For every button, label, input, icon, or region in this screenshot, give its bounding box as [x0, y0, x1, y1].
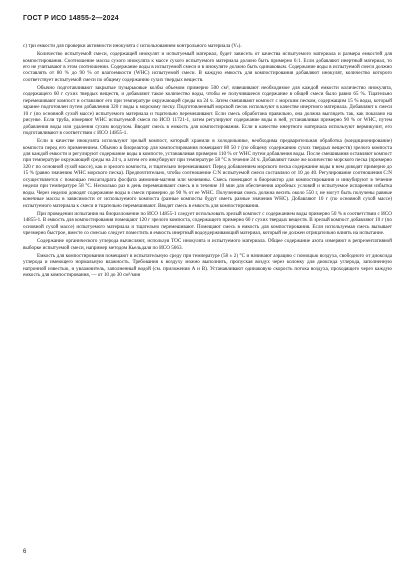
paragraph-iso-14855-1: При проведении испытания на биоразложение по ИСО 14855-1 следует использовать зрелый компост с содержанием воды примерно 50 % в соответствии с ИСО 14855-1. В емкость для компостирования помещают 120 г зрелого компоста, содержащего примерно 60 г сухих твердых веществ. В зрелый компост добавляют 10 г (по основной сухой массе) испытуемого материала и тщательно перемешивают. Помещают смесь в емкость для компостирования. Если используемая смесь вызывает чрезмерно быстрое, вместе со смесью следует поместить в емкость инертный водоудерживающий материал, который не должен отрицательно влиять на испытание.	[23, 210, 392, 237]
paragraph-test-mixture: Количество испытуемой смеси, содержащей инокулят и испытуемый материал, будет зависеть от качества испытуемого материала и размера емкостей для компостирования. Соотношение массы сухого инокулята к массе сухого испытуемого материала должно быть примерно 6:1. Если добавляют инертный материал, то его не учитывают в этом соотношении. Содержание воды в испытуемой смеси и в инокуляте должно быть одинаковым. Содержание воды в испытуемой смеси должно составлять от 80 % до 90 % от влагоемкости (WHC) испытуемой смеси. В каждую емкость для компостирования добавляют инокулят, количество которого соответствует испытуемой смеси по общему содержанию сухих твердых веществ.	[23, 51, 392, 83]
paragraph-control-vessels: с) три емкости для проверки активности инокулята с использованием контрольного материала (Vₛ).	[23, 43, 242, 49]
paragraph-aeration: Емкость для компостирования помещают в испытательную среду при температуре (58 ± 2) °С и начинают аэрацию с помощью воздуха, свободного от диоксида углерода и имеющего нормальную влажность. Требования к воздуху можно выполнить, пропуская воздух через колонку для диоксида углерода, заполненную натронной известью, и увлажнитель, заполненный водой (см. приложения А и В). Устанавливают одинаковую скорость потока воздуха, проходящего через каждую емкость для компостирования, — от 10 до 30 см³/мин	[23, 252, 392, 278]
paragraph-preparation: Обычно подготавливают закрытые пузырьковые колбы объемом примерно 500 см³, взвешивают необходимое для каждой емкости количество инокулята, содержащего 60 г сухих твердых веществ, и добавляют такое количество воды, чтобы ее получившееся содержание в общей смеси было равно 65 %. Тщательно перемешивают компост и оставляют его при температуре окружающей среды на 24 ч. Затем смешивают компост с морским песком, содержащим 15 % воды, который заранее подготовлен путем добавления 320 г воды к морскому песку. Подготовленный морской песок используют в качестве инертного материала. Добавляют к смеси 10 г (по основной сухой массе) испытуемого материала и тщательно перемешивают. Если смесь обработана правильно, она должна выглядеть так, как показано на рисунке. Если труба, измеряют WHC испытуемой смеси по ИСО 11721-1, затем регулируют содержание воды в ней, устанавливая примерно 90 % от WHC, путем добавления воды или удаления сухим воздухом. Вводят смесь в емкость для компостирования. Если в качестве инертного материала используют вермикулит, его подготавливают в соответствии с ИСО 14855-1.	[23, 84, 392, 137]
paragraph-mature-compost: Если в качестве инокулята используют зрелый компост, который хранили в холодильнике, необходима предварительная обработка (кондиционирование) компоста перед его применением. Обычно в биореактор для компостирования помещают 80 50 г (по общему содержанию сухих твердых веществ) зрелого компоста для каждой емкости и регулируют содержание воды в компосте, устанавливая примерно 110 % от WHC путем добавления воды. После смешивания оставляют компост при температуре окружающей среды на 24 ч, а затем его инкубируют при температуре 58 °С в течение 24 ч. Добавляют такое же количество морского песка (примерно 320 г по основной сухой массе), как и зрелого компоста, и тщательно перемешивают. Перед добавлением морского песка содержание воды в нем доводят примерно до 15 % (равно значению WHC морского песка). Предпочтительно, чтобы соотношение C:N испытуемой смеси составляло от 10 до 40. Регулирование соотношения C:N осуществляется с помощью гексагидрата фосфата аммония-магния или мочевины. Смесь помещают в биореактор для компостирования и инкубируют в течение недели при температуре 58 °С. Несколько раз в день перемешивают смесь и в течение 10 мин для обеспечения аэробных условий и испытуемое испарения избытка воды. Через неделю доводят содержание воды в смеси примерно до 90 % от ее WHC. Полученная смесь должна весить около 550 г, не могут быть получены равные конечные массы в зависимости от используемого компоста (разные компосты будут иметь разные значения WHC). Добавляют 10 г (по основной сухой массе) испытуемого материала к смеси и тщательно перемешивают. Вводят смесь в емкость для компостирования.	[23, 138, 392, 209]
page-number: 6	[23, 549, 27, 555]
document-header: ГОСТ Р ИСО 14855-2—2024	[23, 15, 119, 22]
paragraph-organic-carbon: Содержание органического углерода вычисляют, используя ТОС инокулята и испытуемого материала. Общее содержание азота измеряют в репрезентативной выборке испытуемой смеси, например методом Кьельдаля по ИСО 5663.	[23, 238, 392, 251]
